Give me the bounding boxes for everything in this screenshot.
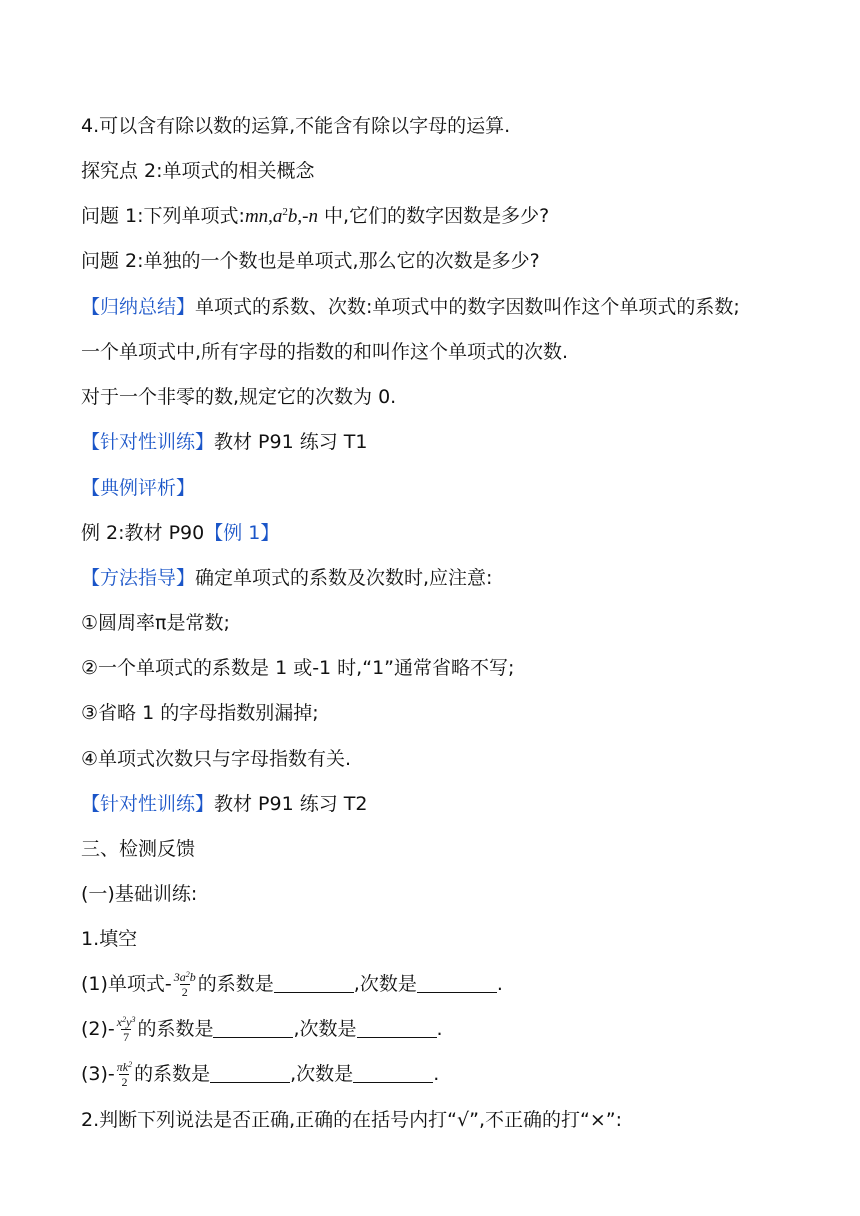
example-2-tag: 【例 1】 <box>204 522 280 544</box>
fraction-x2y3-over-7: $\frac{x^2y^3}{7}$ <box>116 1015 136 1044</box>
summary-text: 单项式的系数、次数:单项式中的数字因数叫作这个单项式的系数; <box>195 296 740 318</box>
example-analysis-heading: 【典例评析】 <box>81 477 196 499</box>
example-2 <box>81 521 279 545</box>
method-guide-text: 确定单项式的系数及次数时,应注意: <box>195 567 493 589</box>
section-heading-feedback: 三、检测反馈 <box>81 838 196 860</box>
training-1 <box>81 430 367 454</box>
fraction-3a2b-over-2: $\frac{3a^2b}{2}$ <box>173 970 196 999</box>
subsection-basic-training: (一)基础训练: <box>81 883 198 905</box>
exercise-2-title: 2.判断下列说法是否正确,正确的在括号内打“√”,不正确的打“×”: <box>81 1109 623 1131</box>
answer-blank[interactable] <box>210 1064 290 1083</box>
exercise-1-part-2: (2)- $\frac{x^2y^3}{7}$ 的系数是 ,次数是 . <box>81 1015 443 1044</box>
summary-continuation: 一个单项式中,所有字母的指数的和叫作这个单项式的次数. <box>81 341 569 363</box>
answer-blank[interactable] <box>353 1064 433 1083</box>
training-2-text: 教材 P91 练习 T2 <box>214 793 368 815</box>
method-guide <box>81 566 492 590</box>
exercise-1-title: 1.填空 <box>81 928 138 950</box>
method-guide-tag: 【方法指导】 <box>81 567 196 589</box>
question-2: 问题 2:单独的一个数也是单项式,那么它的次数是多少? <box>81 250 540 272</box>
training-1-tag: 【针对性训练】 <box>81 431 215 453</box>
answer-blank[interactable] <box>357 1019 437 1038</box>
training-1-text: 教材 P91 练习 T1 <box>214 431 368 453</box>
monomial-list: mn <box>244 206 269 227</box>
training-2 <box>81 792 367 816</box>
zero-degree-rule: 对于一个非零的数,规定它的次数为 0. <box>81 386 397 408</box>
fraction-pik2-over-2: $\frac{\pi k^2}{2}$ <box>116 1060 133 1089</box>
question-1: 问题 1:下列单项式$:mn,a^2b,-n$ 中,它们的数字因数是多少? <box>81 205 550 227</box>
answer-blank[interactable] <box>213 1019 293 1038</box>
note-4: ④单项式次数只与字母指数有关. <box>81 748 352 770</box>
note-3: ③省略 1 的字母指数别漏掉; <box>81 702 319 724</box>
example-2-prefix: 例 2:教材 P90 <box>81 522 205 544</box>
rule-4: 4.可以含有除以数的运算,不能含有除以字母的运算. <box>81 115 511 137</box>
note-1: ①圆周率π是常数; <box>81 612 230 634</box>
exercise-1-part-3: (3)- $\frac{\pi k^2}{2}$ 的系数是 ,次数是 . <box>81 1060 440 1089</box>
summary-tag: 【归纳总结】 <box>81 296 196 318</box>
training-2-tag: 【针对性训练】 <box>81 793 215 815</box>
note-2: ②一个单项式的系数是 1 或-1 时,“1”通常省略不写; <box>81 657 515 679</box>
answer-blank[interactable] <box>417 974 497 993</box>
question-1-suffix: 中,它们的数字因数是多少? <box>324 205 550 227</box>
summary-line <box>81 295 740 319</box>
answer-blank[interactable] <box>274 974 354 993</box>
section-heading-explore-2: 探究点 2:单项式的相关概念 <box>81 160 315 182</box>
question-1-prefix: 问题 1:下列单项式: <box>81 205 245 227</box>
exercise-1-part-1: (1)单项式- $\frac{3a^2b}{2}$ 的系数是 ,次数是 . <box>81 970 503 999</box>
